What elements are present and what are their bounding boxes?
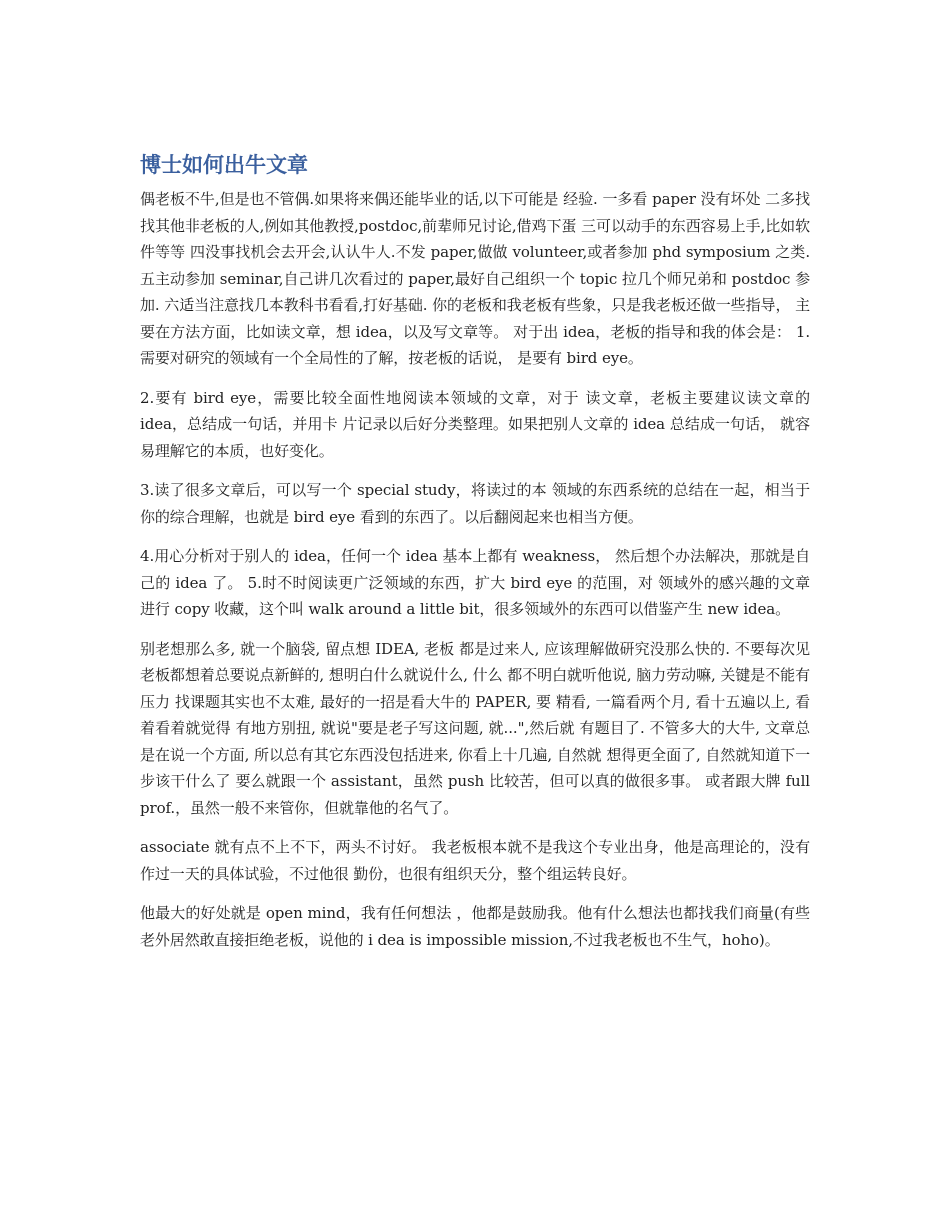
paragraph-2: 2.要有 bird eye，需要比较全面性地阅读本领域的文章，对于 读文章，老板主要建议读文章的 idea，总结成一句话，并用卡 片记录以后好分类整理。如果把别人文章的 idea 总结成一句话， 就容易理解它的本质，也好变化。 xyxy=(140,388,810,460)
paragraph-5: 别老想那么多, 就一个脑袋, 留点想 IDEA, 老板 都是过来人, 应该理解做研究没那么快的. 不要每次见 老板都想着总要说点新鲜的, 想明白什么就说什么, 什么 都不明白就听他说, 脑力劳动嘛, 关键是不能有压力 找课题其实也不太难, 最好的一招是看大牛的 PAPER, 要 精看, 一篇看两个月, 看十五遍以上, 看着看着就觉得 有地方别扭, 就说"要是老子写这问题, 就...",然后就 有题目了. 不管多大的大牛, 文章总是在说一个方面, 所以总有其它东西没包括进来, 你看上十几遍, 自然就 想得更全面了, 自然就知道下一步该干什么了 要么就跟一个 assistant，虽然 push 比较苦，但可以真的做很多事。 或者跟大牌 full prof.，虽然一般不来管你，但就靠他的名气了。 xyxy=(140,639,810,817)
page-title: 博士如何出牛文章 xyxy=(140,153,308,177)
paragraph-6: associate 就有点不上不下，两头不讨好。 我老板根本就不是我这个专业出身，他是高理论的，没有作过一天的具体试验，不过他很 勤份，也很有组织天分，整个组运转良好。 xyxy=(140,838,810,883)
paragraph-7: 他最大的好处就是 open mind，我有任何想法 ，他都是鼓励我。他有什么想法也都找我们商量(有些老外居然敢直接拒绝老板，说他的 i dea is impossible mission,不过我老板也不生气，hoho)。 xyxy=(140,904,810,949)
paragraph-4: 4.用心分析对于别人的 idea，任何一个 idea 基本上都有 weakness， 然后想个办法解决，那就是自己的 idea 了。 5.时不时阅读更广泛领域的东西，扩大 bird eye 的范围，对 领域外的感兴趣的文章进行 copy 收藏，这个叫 walk around a little bit，很多领域外的东西可以借鉴产生 new idea。 xyxy=(140,547,810,618)
paragraph-1: 偶老板不牛,但是也不管偶.如果将来偶还能毕业的话,以下可能是 经验. 一多看 paper 没有坏处 二多找找其他非老板的人,例如其他教授,postdoc,前辈师兄讨论,借鸡下蛋 三可以动手的东西容易上手,比如软件等等 四没事找机会去开会,认认牛人.不发 paper,做做 volunteer,或者参加 phd symposium 之类. 五主动参加 seminar,自己讲几次看过的 paper,最好自己组织一个 topic 拉几个师兄弟和 postdoc 参加. 六适当注意找几本教科书看看,打好基础. 你的老板和我老板有些象，只是我老板还做一些指导， 主要在方法方面，比如读文章，想 idea，以及写文章等。 对于出 idea，老板的指导和我的体会是： 1.需要对研究的领域有一个全局性的了解，按老板的话说， 是要有 bird eye。 xyxy=(140,190,810,367)
document-page xyxy=(140,150,810,966)
paragraph-3: 3.读了很多文章后，可以写一个 special study，将读过的本 领域的东西系统的总结在一起，相当于你的综合理解，也就是 bird eye 看到的东西了。以后翻阅起来也相当方便。 xyxy=(140,481,810,526)
